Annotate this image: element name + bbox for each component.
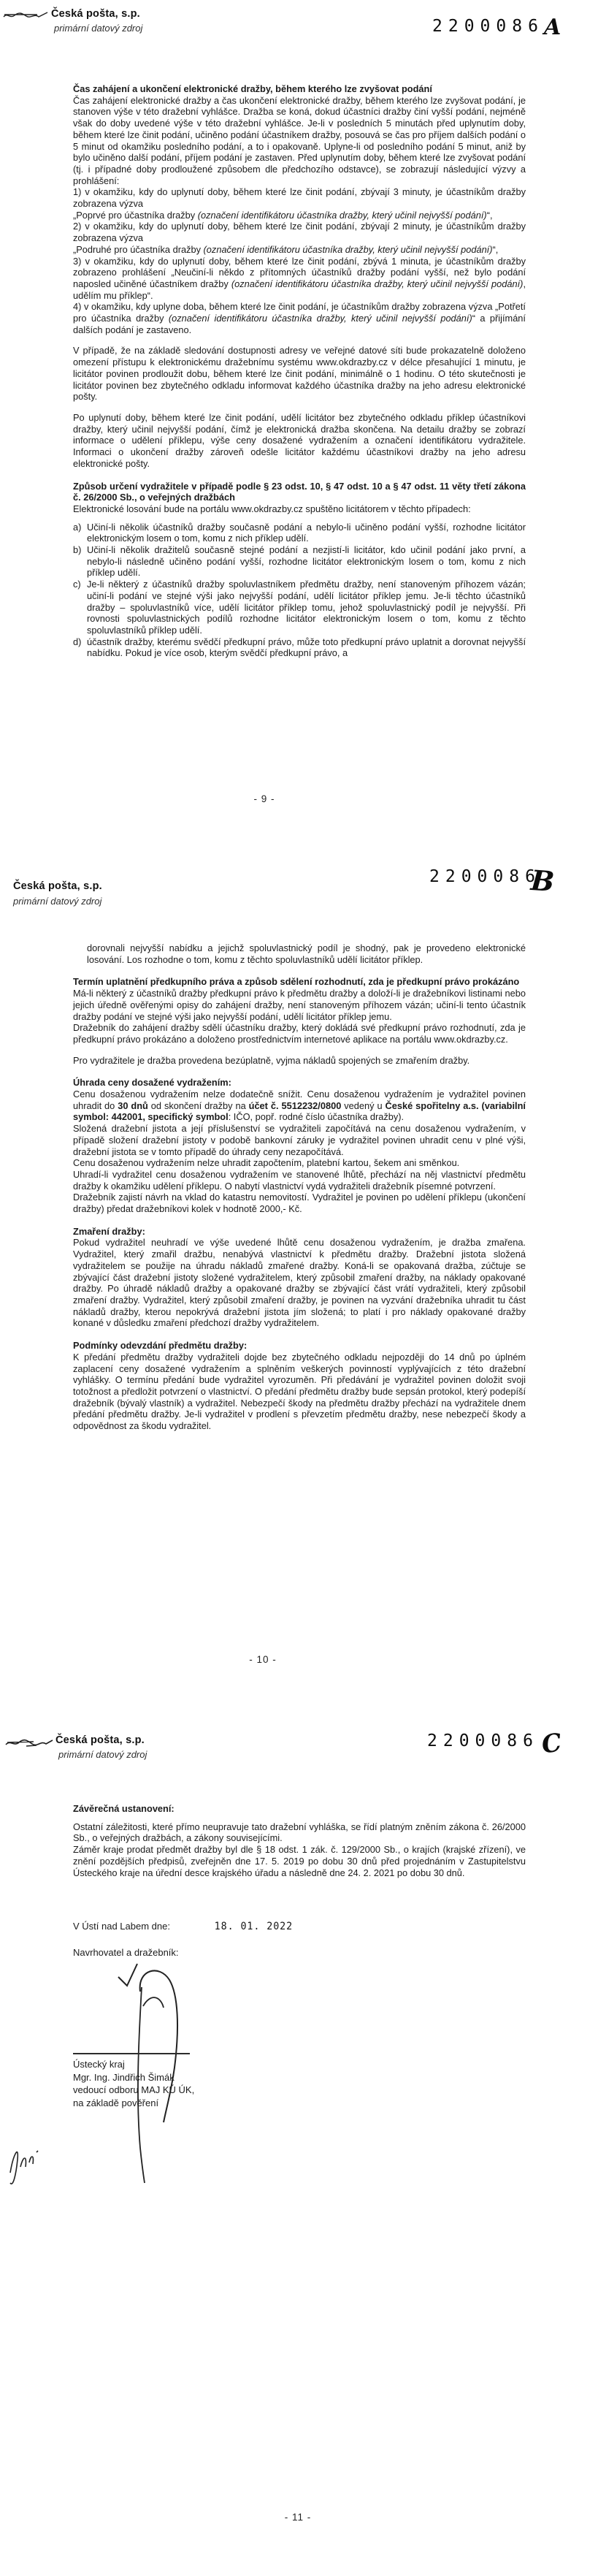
text-run: 3) v okamžiku, kdy do uplynutí doby, během které lze činit podání, zbývá 1 minuta, je účastníkům dražby zobrazeno prohlášení „Neučiní-li někdo z přítomných účastníků dražby podání vyšší, než bylo podání naposled učiněné účastníkem dražby bbox=[73, 255, 526, 289]
text-run: Čas zahájení a ukončení elektronické dražby, během kterého lze zvyšovat podání bbox=[73, 83, 432, 94]
text-run: vedený u bbox=[341, 1100, 386, 1111]
header-org-name: Česká pošta, s.p. bbox=[51, 8, 140, 20]
page-number: - 11 - bbox=[284, 2512, 312, 2523]
stamp-number: 2200086 bbox=[427, 1731, 539, 1750]
text-run: K předání předmětu dražby vydražiteli dojde bez zbytečného odkladu nejpozději do 14 dnů po úplném zaplacení ceny dosažené vydražením a splněním veškerých povinností vyplývajících z této dražební vyhlášky. O termínu předání bude vydražitel vyrozuměn. Při předávání je vydražitel povinen doložit svoji totožnost a předložit potvrzení o vlastnictví. O předání předmětu dražby bude sepsán protokol, který podepíší dražebník (bývalý vlastník) a vydražitel. Nebezpečí škody na předmětu dražby přechází na vydražitele dnem předání předmětu dražby. Je-li vydražitel v prodlení s převzetím předmětu dražby, nese nebezpečí škody a odpovědnost za škodu vydražitel. bbox=[73, 1351, 526, 1432]
text-run: (označení identifikátoru účastníka dražby, který učinil nejvyšší podání) bbox=[231, 278, 524, 289]
text-run: (označení identifikátoru účastníka dražby, který učinil nejvyšší podání) bbox=[197, 209, 487, 221]
paragraph bbox=[73, 95, 526, 187]
text-run: 1) v okamžiku, kdy do uplynutí doby, během které lze činit podání, zbývají 3 minuty, je účastníkům dražby zobrazena výzva bbox=[73, 186, 526, 210]
paragraph bbox=[73, 503, 526, 515]
text-run: účastník dražby, kterému svědčí předkupní právo, může toto předkupní právo uplatnit a dorovnat nejvyšší nabídku. Pokud je více osob, kterým svědčí předkupní právo, a bbox=[87, 636, 526, 659]
stamp-number: 2200086 bbox=[429, 867, 541, 886]
paragraph bbox=[73, 412, 526, 470]
text-run: Elektronické losování bude na portálu www.okdrazby.cz spuštěno licitátorem v těchto případech: bbox=[73, 503, 471, 514]
paragraph bbox=[73, 1055, 526, 1067]
date-line bbox=[73, 1921, 296, 1932]
text-run: Způsob určení vydražitele v případě podle § 23 odst. 10, § 47 odst. 10 a § 47 odst. 11 věty třetí zákona č. 26/2000 Sb., o veřejných dražbách bbox=[73, 480, 526, 503]
text-run: Termín uplatnění předkupního práva a způsob sdělení rozhodnutí, zda je předkupní právo prokázáno bbox=[73, 976, 520, 988]
section-heading bbox=[73, 976, 526, 988]
document-number-stamp bbox=[429, 863, 556, 899]
section-heading bbox=[73, 1803, 526, 1815]
paragraph bbox=[73, 942, 526, 965]
text-run: Pro vydražitele je dražba provedena bezúplatně, vyjma nákladů spojených se zmařením dražby. bbox=[73, 1054, 470, 1066]
list-item bbox=[73, 544, 526, 579]
section-heading bbox=[73, 1077, 526, 1089]
paragraph bbox=[73, 186, 526, 209]
date-stamp: 18. 01. 2022 bbox=[214, 1921, 294, 1932]
text-run: 30 dnů bbox=[118, 1100, 148, 1111]
text-run: Zmaření dražby: bbox=[73, 1225, 145, 1237]
text-run: „Podruhé pro účastníka dražby bbox=[73, 243, 204, 255]
text-run: Cenu dosaženou vydražením nelze dodatečně snížit. Cenu dosaženou vydražením je vydražitel povinen uhradit do bbox=[73, 1089, 526, 1111]
text-run: Dražebník do zahájení dražby sdělí účastníku dražby, který dokládá své předkupní právo rozhodnutí, zda je předkupní právo prokázáno a doloženo prostřednictvím internetové aplikace na portálu www.okdrazby.cz. bbox=[73, 1022, 526, 1045]
signatory-authority: na základě pověření bbox=[73, 2097, 159, 2108]
text-run: Čas zahájení elektronické dražby a čas ukončení elektronické dražby, během kterého lze zvyšovat podání, je stanoven výše v této dražební vyhlášce. Dražba se koná, dokud účastníci dražby činí vyšší podání, nejméně však do doby uvedené výše v této dražební vyhlášce. Je-li v posledních 5 minutách před uplynutím doby, během které lze činit podání, učiněno podání účastníkem dražby, posouvá se čas pro příjem dalších podání o 5 minut od okamžiku posledního podání, a to i opakovaně. Uplyne-li od posledního podání 5 minut, aniž by bylo učiněno další podání, příjem podání je zastaven. Před uplynutím doby, během které lze zvyšovat podání (tj. i případné doby prodloužené způsobem dle předchozího odstavce), se zobrazují následující výzvy a prohlášení: bbox=[73, 94, 526, 186]
document-number-stamp bbox=[427, 1728, 564, 1760]
paragraph bbox=[73, 301, 526, 335]
text-run: od skončení dražby na bbox=[147, 1100, 249, 1111]
header-subtitle: primární datový zdroj bbox=[54, 23, 143, 34]
signature-line bbox=[73, 2053, 190, 2054]
paragraph bbox=[73, 1352, 526, 1432]
text-run: Po uplynutí doby, během které lze činit podání, udělí licitátor bez zbytečného odkladu příklep účastníkovi dražby, který učinil nejvyšší podání, čímž je elektronická dražba skončena. Na detailu dražby se zobrazí informace o udělení příklepu, výše ceny dosažené vydražením a označení identifikátoru vydražitele. Informaci o ukončení dražby zároveň odešle licitátor každému účastníkovi dražby na jeho adresu elektronické pošty. bbox=[73, 411, 526, 469]
paragraph bbox=[73, 1169, 526, 1192]
text-run: Uhradí-li vydražitel cenu dosaženou vydražením ve stanovené lhůtě, přechází na něj vlastnictví předmětu dražby k okamžiku udělení příklepu. O nabytí vlastnictví vydá vydražiteli dražebník písemné potvrzení. bbox=[73, 1168, 526, 1192]
list-marker: b) bbox=[73, 544, 82, 556]
section-heading bbox=[73, 1340, 526, 1352]
scanned-page-9 bbox=[0, 0, 598, 858]
text-run: „Poprvé pro účastníka dražby bbox=[73, 209, 198, 221]
stamp-letter: C bbox=[540, 1728, 564, 1760]
paragraph bbox=[73, 345, 526, 403]
text-run: dorovnali nejvyšší nabídku a jejichž spoluvlastnický podíl je shodný, pak je provedeno elektronické losování. Los rozhodne o tom, komu z těchto spoluvlastníků udělí licitátor příklep. bbox=[87, 942, 526, 965]
text-run: Učiní-li několik účastníků dražby současně podání a nebylo-li učiněno podání vyšší, rozhodne licitátor elektronickým losem o tom, komu z nich příklep udělí. bbox=[87, 521, 526, 544]
text-run: České spořitelny a.s. (variabilní symbol: 442001, specifický symbol bbox=[73, 1100, 526, 1123]
header-org-name: Česká pošta, s.p. bbox=[55, 1734, 145, 1746]
page-number: - 10 - bbox=[249, 1654, 277, 1665]
page-number: - 9 - bbox=[253, 793, 275, 804]
section-heading bbox=[73, 1226, 526, 1238]
text-run: V případě, že na základě sledování dostupnosti adresy ve veřejné datové síti bude prokazatelně doloženo omezení přístupu k elektronickému dražebnímu systému www.okdrazby.cz v délce přesahující 1 minutu, je licitátor povinen prodloužit dobu, během které lze činit podání, minimálně o 1 hodinu. O této skutečnosti je licitátor povinen bez zbytečného odkladu informovat každého účastníka dražby na jeho adresu elektronické pošty. bbox=[73, 345, 526, 403]
text-run: Podmínky odevzdání předmětu dražby: bbox=[73, 1340, 248, 1352]
text-run: účet č. 5512232/0800 bbox=[248, 1100, 342, 1111]
list-item bbox=[73, 579, 526, 636]
section-heading bbox=[73, 83, 526, 95]
section-heading bbox=[73, 481, 526, 503]
text-run: Složená dražební jistota a její příslušenství se vydražiteli započítává na cenu dosaženou vydražením, v případě složení dražební jistoty v podobě bankovní záruky je vydražitel povinen uhradit cenu v plné výši, dražební jistota se v tomto případě do úhrady ceny nezapočítává. bbox=[73, 1123, 526, 1157]
document-number-stamp bbox=[432, 17, 561, 39]
scanned-page-10 bbox=[0, 858, 598, 1717]
text-run: Má-li některý z účastníků dražby předkupní právo k předmětu dražby a doloží-li je dražebníkovi listinami nebo jejich úředně ověřenými opisy do zahájení dražby, není stanoveným příhozem vázán; učiní-li tento účastník dražby podání ve stejné výši jako nejvyšší podání, udělí licitátor příklep jemu. bbox=[73, 988, 526, 1022]
stamp-letter: A bbox=[543, 15, 561, 40]
paragraph bbox=[73, 210, 526, 221]
list-marker: a) bbox=[73, 521, 82, 533]
page-body bbox=[73, 942, 526, 1432]
text-run: Dražebník zajistí návrh na vklad do katastru nemovitostí. Vydražitel je povinen po udělení příklepu (ukončení dražby) předat dražebníkovi kolek v hodnotě 2000,- Kč. bbox=[73, 1192, 526, 1215]
signatory-name: Mgr. Ing. Jindřich Šimák bbox=[73, 2071, 175, 2083]
text-run: Závěrečná ustanovení: bbox=[73, 1803, 175, 1814]
text-run: : IČO, popř. rodné číslo účastníka dražby). bbox=[228, 1111, 405, 1123]
list-item bbox=[73, 522, 526, 544]
text-run: Ostatní záležitosti, které přímo neupravuje tato dražební vyhláška, se řídí platným zněním zákona č. 26/2000 Sb., o veřejných dražbách, a zákony souvisejícími. bbox=[73, 1821, 526, 1844]
text-run: “ a přijímání dalších podání je zastaveno. bbox=[73, 313, 526, 335]
text-run: “, bbox=[492, 243, 499, 255]
text-run: Záměr kraje prodat předmět dražby byl dle § 18 odst. 1 zák. č. 129/2000 Sb., o krajích (krajské zřízení), ve znění pozdějších předpisů, zveřejněn dne 17. 5. 2019 po dobu 30 dnů před projednáním v Zastupitelstvu Ústeckého kraje na úřední desce krajského úřadu a následně dne 24. 2. 2021 po dobu 30 dnů. bbox=[73, 1844, 526, 1878]
text-run: “, bbox=[486, 209, 493, 221]
text-run: Pokud vydražitel neuhradí ve výše uvedené lhůtě cenu dosaženou vydražením, je dražba zmařena. Vydražitel, který zmařil dražbu, nenabývá vlastnictví k předmětu dražby. Dražební jistota složená vydražitelem se použije na úhradu nákladů zmařené dražby. Koná-li se opakovaná dražba, zúčtuje se zbývající část dražební jistoty složené vydražitelem, který způsobil zmaření dražby, na náklady opakované dražby. Po úhradě nákladů dražby a opakované dražby se zbývající část vrátí vydražiteli, který způsobil zmaření dražby. Vydražitel, který způsobil zmaření dražby, je povinen na vyzvání dražebníka uhradit tu část nákladů dražby, kterou nepokrývá dražební jistota jím složená; to platí i pro náklady opakované dražby konané v důsledku zmaření předchozí dražby vydražitelem. bbox=[73, 1237, 526, 1329]
stamp-letter: B bbox=[529, 863, 556, 899]
paragraph bbox=[73, 244, 526, 256]
text-run: Úhrada ceny dosažené vydražením: bbox=[73, 1077, 231, 1089]
signatory-intro: Navrhovatel a dražebník: bbox=[73, 1947, 179, 1958]
text-run: Je-li některý z účastníků dražby spoluvlastníkem předmětu dražby, není stanoveným příhozem vázán; učiní-li podání ve stejné výši jako nejvyšší podání, udělí licitátor příklep jemu. Je-li těchto účastníků dražby – spoluvlastníků více, udělí licitátor příklep tomu, jehož spoluvlastnický podíl je nejvyšší. Při rovnosti spoluvlastnických podílů rozhodne licitátor elektronickým losem o tom, komu z těchto spoluvlastníků příklep udělí. bbox=[87, 579, 526, 636]
paragraph bbox=[73, 1821, 526, 1844]
paragraph bbox=[73, 1089, 526, 1123]
paragraph bbox=[73, 1237, 526, 1329]
header-org-name: Česká pošta, s.p. bbox=[13, 880, 102, 892]
paragraph bbox=[73, 1844, 526, 1878]
signatory-block bbox=[73, 2058, 194, 2109]
page-body bbox=[73, 83, 526, 659]
text-run: (označení identifikátoru účastníka dražby, který učinil nejvyšší podání) bbox=[168, 313, 472, 324]
signatory-title: vedoucí odboru MAJ KÚ ÚK, bbox=[73, 2084, 195, 2096]
list-item bbox=[73, 636, 526, 659]
scanned-page-11 bbox=[0, 1717, 598, 2576]
paragraph bbox=[73, 1022, 526, 1045]
signatory-org: Ústecký kraj bbox=[73, 2059, 125, 2070]
text-run: 2) v okamžiku, kdy do uplynutí doby, během které lze činit podání, zbývají 2 minuty, je účastníkům dražby zobrazena výzva bbox=[73, 221, 526, 244]
text-run: Učiní-li několik dražitelů současně stejné podání a nezjistí-li licitátor, kdo učinil podání jako první, a nebylo-li následně učiněno podání vyšší, rozhodne licitátor elektronickým losem o tom, komu z nich příklep udělí. bbox=[87, 544, 526, 579]
text-run: (označení identifikátoru účastníka dražby, který učinil nejvyšší podání) bbox=[203, 243, 493, 255]
text-run: Cenu dosaženou vydražením nelze uhradit započtením, platební kartou, šekem ani směnkou. bbox=[73, 1157, 460, 1169]
handwritten-initials bbox=[4, 2135, 41, 2193]
post-horn-logo-mark bbox=[2, 9, 49, 23]
text-run: , udělím mu příklep“. bbox=[73, 278, 526, 301]
list-marker: d) bbox=[73, 636, 82, 647]
paragraph bbox=[73, 1123, 526, 1157]
date-line-label: V Ústí nad Labem dne: bbox=[73, 1921, 170, 1932]
header-subtitle: primární datový zdroj bbox=[13, 896, 102, 907]
paragraph bbox=[73, 988, 526, 1022]
paragraph bbox=[73, 221, 526, 243]
paragraph bbox=[73, 1192, 526, 1214]
text-run: 4) v okamžiku, kdy uplyne doba, během které lze činit podání, je účastníkům dražby zobrazena výzva „Potřetí pro účastníka dražby bbox=[73, 301, 526, 324]
paragraph bbox=[73, 1157, 526, 1169]
header-subtitle: primární datový zdroj bbox=[58, 1749, 147, 1760]
list-marker: c) bbox=[73, 579, 81, 590]
paragraph bbox=[73, 256, 526, 302]
post-horn-logo-mark bbox=[4, 1736, 54, 1750]
page-body bbox=[73, 1803, 526, 1878]
stamp-number: 2200086 bbox=[432, 17, 544, 36]
